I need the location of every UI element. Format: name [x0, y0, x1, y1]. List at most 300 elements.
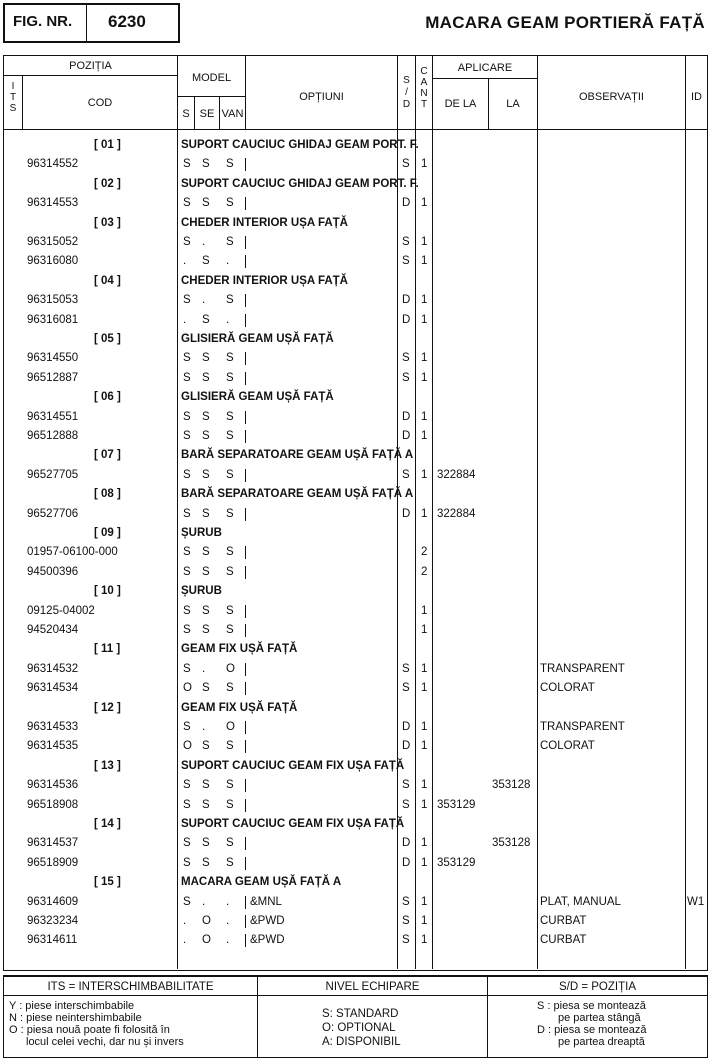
cell-opt: &MNL [250, 895, 282, 908]
fig-number: 6230 [108, 12, 146, 31]
cell-cod: 96518908 [27, 798, 79, 811]
position-row [0, 699, 711, 718]
cell-cant: 1 [421, 255, 428, 268]
cell-dela: 353129 [437, 798, 476, 811]
model-divider [245, 469, 246, 482]
cell-cant: 1 [421, 682, 428, 695]
table-row [0, 543, 711, 562]
cell-s: S [183, 779, 191, 792]
part-name: GEAM FIX UȘĂ FAȚĂ [181, 643, 298, 656]
cell-se: S [202, 410, 210, 423]
model-divider [245, 430, 246, 443]
cell-se: S [202, 837, 210, 850]
cell-van: S [226, 604, 234, 617]
cell-cod: 96314536 [27, 779, 79, 792]
position-row [0, 582, 711, 601]
model-divider [245, 934, 246, 947]
position-number: [ 12 ] [94, 701, 121, 714]
cell-s: S [183, 352, 191, 365]
cell-cant: 1 [421, 410, 428, 423]
cell-sd: S [402, 158, 410, 171]
cell-cant: 1 [421, 352, 428, 365]
cell-van: S [226, 371, 234, 384]
position-number: [ 05 ] [94, 333, 121, 345]
header-cant: C A N T [420, 66, 428, 110]
cell-s: S [183, 546, 191, 559]
cell-obs: PLAT, MANUAL [540, 895, 621, 908]
position-row [0, 640, 711, 659]
cell-s: O [183, 740, 192, 753]
cell-van: . [226, 313, 230, 326]
position-row [0, 815, 711, 834]
cell-opt: &PWD [250, 915, 285, 927]
header-model-se: SE [199, 108, 215, 120]
model-divider [245, 236, 246, 249]
cell-s: S [183, 565, 191, 578]
cell-sd: S [402, 682, 410, 695]
part-name: BARĂ SEPARATOARE GEAM UȘĂ FAȚĂ A [181, 449, 414, 462]
cell-s: S [183, 371, 191, 384]
cell-cod: 96315053 [27, 294, 79, 307]
cell-cod: 01957-06100-000 [27, 546, 118, 559]
cell-cod: 09125-04002 [27, 604, 95, 617]
table-row [0, 854, 711, 873]
cell-cod: 96314534 [27, 682, 79, 695]
position-row [0, 388, 711, 407]
cell-van: S [226, 236, 234, 248]
cell-obs: COLORAT [540, 682, 595, 695]
cell-cod: 94520434 [27, 624, 79, 636]
cell-se: S [202, 604, 210, 617]
table-row [0, 679, 711, 698]
cell-sd: D [402, 430, 411, 442]
part-name: MACARA GEAM UȘĂ FAȚĂ A [181, 876, 342, 889]
cell-van: S [226, 624, 234, 636]
cell-sd: D [402, 313, 411, 326]
table-row [0, 252, 711, 271]
table-row [0, 291, 711, 310]
header-observatii: OBSERVAȚII [578, 91, 644, 103]
cell-se: S [202, 740, 210, 753]
cell-se: S [202, 313, 210, 326]
cell-van: . [226, 934, 230, 947]
part-name: GEAM FIX UȘĂ FAȚĂ [181, 701, 298, 714]
position-row [0, 214, 711, 233]
cell-van: S [226, 294, 234, 307]
legend-its-n: N : piese neintershimbabile [9, 1012, 142, 1024]
cell-se: S [202, 430, 210, 442]
model-divider [245, 508, 246, 521]
cell-sd: D [402, 294, 411, 307]
cell-cant: 1 [421, 371, 428, 384]
position-number: [ 09 ] [94, 527, 121, 539]
cell-obs: COLORAT [540, 740, 595, 753]
table-row [0, 718, 711, 737]
model-divider [245, 158, 246, 171]
cell-cant: 1 [421, 662, 428, 675]
cell-s: O [183, 682, 192, 695]
table-row [0, 408, 711, 427]
cell-cant: 1 [421, 604, 428, 617]
cell-van: S [226, 430, 234, 442]
cell-van: S [226, 158, 234, 171]
cell-van: S [226, 197, 234, 210]
table-row [0, 505, 711, 524]
position-row [0, 330, 711, 349]
cell-se: S [202, 352, 210, 365]
cell-se: S [202, 197, 210, 210]
cell-sd: S [402, 934, 410, 947]
part-name: SUPORT CAUCIUC GEAM FIX UȘA FAȚĂ [181, 818, 405, 830]
model-divider [245, 915, 246, 928]
header-aplicare: APLICARE [457, 62, 513, 74]
part-name: BARĂ SEPARATOARE GEAM UȘĂ FAȚĂ A [181, 488, 414, 501]
header-id: ID [691, 91, 702, 103]
cell-cant: 1 [421, 236, 428, 248]
cell-sd: D [402, 197, 411, 210]
position-number: [ 14 ] [94, 818, 121, 830]
cell-s: . [183, 915, 187, 927]
cell-s: S [183, 236, 191, 248]
position-row [0, 446, 711, 465]
cell-cant: 1 [421, 430, 428, 442]
cell-cod: 96314537 [27, 837, 79, 850]
cell-sd: D [402, 721, 411, 733]
cell-cant: 1 [421, 915, 428, 927]
page-title: MACARA GEAM PORTIERĂ FAȚĂ [425, 13, 705, 32]
cell-se: . [202, 721, 206, 733]
part-name: GLISIERĂ GEAM UȘĂ FAȚĂ [181, 391, 334, 404]
model-divider [245, 314, 246, 327]
cell-dela: 322884 [437, 507, 476, 520]
cell-cod: 96314609 [27, 895, 79, 908]
cell-s: S [183, 837, 191, 850]
cell-s: S [183, 662, 191, 675]
table-row [0, 602, 711, 621]
cell-cant: 1 [421, 197, 428, 210]
part-name: ȘURUB [181, 527, 222, 539]
cell-cant: 1 [421, 740, 428, 753]
header-pozitia: POZIȚIA [69, 60, 112, 72]
model-divider [245, 352, 246, 365]
cell-van: O [226, 721, 235, 733]
position-number: [ 08 ] [94, 488, 121, 501]
header-sd: S / D [402, 75, 411, 110]
legend-nivel-s: S: STANDARD [322, 1008, 399, 1020]
cell-obs: TRANSPARENT [540, 721, 625, 733]
cell-cod: 96512887 [27, 371, 79, 384]
position-number: [ 10 ] [94, 585, 121, 598]
position-row [0, 757, 711, 776]
table-row [0, 776, 711, 795]
cell-se: S [202, 507, 210, 520]
cell-se: S [202, 779, 210, 792]
cell-cod: 96314552 [27, 158, 79, 171]
part-name: GLISIERĂ GEAM UȘĂ FAȚĂ [181, 333, 334, 345]
part-name: SUPORT CAUCIUC GHIDAJ GEAM PORT. F. [181, 177, 419, 190]
fig-label: FIG. NR. [13, 13, 73, 30]
legend-sd-s1: S : piesa se montează [537, 1000, 646, 1012]
cell-van: . [226, 895, 230, 908]
cell-s: S [183, 856, 191, 869]
table-row [0, 427, 711, 446]
cell-cant: 1 [421, 158, 428, 171]
cell-se: S [202, 546, 210, 559]
cell-se: S [202, 255, 210, 268]
legend-its-y: Y : piese interschimbabile [9, 1000, 135, 1012]
cell-s: S [183, 507, 191, 520]
position-number: [ 01 ] [94, 139, 121, 151]
part-name: SUPORT CAUCIUC GHIDAJ GEAM PORT. F. [181, 139, 419, 151]
table-row [0, 233, 711, 252]
position-row [0, 873, 711, 892]
cell-sd: D [402, 837, 411, 850]
position-number: [ 04 ] [94, 274, 121, 287]
table-row [0, 563, 711, 582]
cell-van: S [226, 779, 234, 792]
cell-dela: 353129 [437, 856, 476, 869]
model-divider [245, 546, 246, 559]
cell-cant: 1 [421, 507, 428, 520]
cell-se: . [202, 294, 206, 307]
cell-van: S [226, 740, 234, 753]
table-row [0, 834, 711, 853]
cell-se: . [202, 895, 206, 908]
model-divider [245, 779, 246, 792]
cell-cod: 96314550 [27, 352, 79, 365]
cell-cod: 94500396 [27, 565, 79, 578]
cell-la: 353128 [492, 837, 531, 850]
cell-sd: S [402, 779, 410, 792]
model-divider [245, 294, 246, 307]
cell-sd: D [402, 507, 411, 520]
cell-sd: S [402, 236, 410, 248]
cell-sd: S [402, 255, 410, 268]
table-row [0, 194, 711, 213]
model-divider [245, 255, 246, 268]
cell-s: S [183, 624, 191, 636]
legend-sd-d2: pe partea dreaptă [558, 1036, 645, 1048]
cell-se: O [202, 915, 211, 927]
model-divider [245, 566, 246, 579]
legend-nivel-o: O: OPTIONAL [322, 1022, 396, 1034]
legend-sd-s2: pe partea stângă [558, 1012, 641, 1024]
cell-van: S [226, 352, 234, 365]
cell-sd: D [402, 740, 411, 753]
position-number: [ 15 ] [94, 876, 121, 889]
cell-se: . [202, 236, 206, 248]
cell-obs: CURBAT [540, 934, 587, 947]
cell-la: 353128 [492, 779, 531, 792]
model-divider [245, 605, 246, 618]
cell-sd: S [402, 352, 410, 365]
table-row [0, 931, 711, 950]
cell-se: S [202, 856, 210, 869]
cell-cant: 2 [421, 565, 428, 578]
legend-its-o2: locul celei vechi, dar nu și invers [26, 1036, 184, 1048]
cell-sd: S [402, 798, 410, 811]
cell-cant: 1 [421, 934, 428, 947]
cell-cant: 1 [421, 895, 428, 908]
table-row [0, 311, 711, 330]
cell-van: S [226, 546, 234, 559]
position-number: [ 03 ] [94, 216, 121, 229]
cell-van: . [226, 915, 230, 927]
cell-se: . [202, 662, 206, 675]
model-divider [245, 799, 246, 812]
position-number: [ 06 ] [94, 391, 121, 404]
cell-van: S [226, 856, 234, 869]
cell-van: O [226, 662, 235, 675]
cell-s: S [183, 895, 191, 908]
cell-se: S [202, 798, 210, 811]
cell-cod: 96314553 [27, 197, 79, 210]
cell-s: S [183, 294, 191, 307]
cell-cod: 96323234 [27, 915, 79, 927]
cell-van: S [226, 468, 234, 481]
legend-sd-d1: D : piesa se montează [537, 1024, 647, 1036]
header-cod: COD [87, 97, 113, 109]
cell-van: . [226, 255, 230, 268]
position-row [0, 524, 711, 543]
cell-s: S [183, 197, 191, 210]
cell-s: S [183, 604, 191, 617]
cell-van: S [226, 798, 234, 811]
cell-van: S [226, 682, 234, 695]
cell-s: S [183, 721, 191, 733]
cell-obs: CURBAT [540, 915, 587, 927]
legend-sd-title: S/D = POZIȚIA [558, 981, 636, 993]
legend-nivel-a: A: DISPONIBIL [322, 1036, 401, 1048]
model-divider [245, 411, 246, 424]
cell-sd: S [402, 468, 410, 481]
model-divider [245, 837, 246, 850]
cell-se: S [202, 682, 210, 695]
cell-s: . [183, 934, 187, 947]
model-divider [245, 857, 246, 870]
table-row [0, 369, 711, 388]
cell-s: . [183, 313, 187, 326]
cell-opt: &PWD [250, 934, 285, 947]
header-de-la: DE LA [444, 98, 477, 110]
header-its: I T S [9, 81, 17, 114]
cell-van: S [226, 565, 234, 578]
cell-s: . [183, 255, 187, 268]
cell-cod: 96314611 [27, 934, 78, 947]
position-row [0, 175, 711, 194]
cell-van: S [226, 837, 234, 850]
cell-cant: 1 [421, 837, 428, 850]
header-la: LA [506, 98, 520, 110]
header-model-van: VAN [221, 108, 244, 120]
cell-cant: 1 [421, 721, 428, 733]
cell-cant: 1 [421, 313, 428, 326]
cell-cod: 96512888 [27, 430, 79, 442]
cell-cod: 96314532 [27, 662, 79, 675]
cell-sd: S [402, 895, 410, 908]
cell-se: S [202, 468, 210, 481]
table-row [0, 893, 711, 912]
position-number: [ 02 ] [94, 177, 121, 190]
table-row [0, 660, 711, 679]
cell-cant: 1 [421, 294, 428, 307]
cell-sd: D [402, 410, 411, 423]
cell-cod: 96314535 [27, 740, 79, 753]
cell-cant: 1 [421, 798, 428, 811]
cell-dela: 322884 [437, 468, 476, 481]
position-row [0, 485, 711, 504]
model-divider [245, 624, 246, 637]
cell-cant: 1 [421, 779, 428, 792]
cell-cod: 96518909 [27, 856, 79, 869]
position-number: [ 07 ] [94, 449, 121, 462]
cell-s: S [183, 468, 191, 481]
model-divider [245, 896, 246, 909]
model-divider [245, 197, 246, 210]
legend-its-title: ITS = INTERSCHIMBABILITATE [47, 981, 214, 993]
cell-sd: S [402, 371, 410, 384]
table-row [0, 912, 711, 931]
cell-cod: 96316080 [27, 255, 79, 268]
header-optiuni: OPȚIUNI [299, 91, 344, 103]
cell-id: W1 [687, 895, 705, 908]
header-model: MODEL [191, 72, 232, 84]
table-row [0, 349, 711, 368]
cell-van: S [226, 410, 234, 423]
position-number: [ 13 ] [94, 759, 121, 772]
model-divider [245, 372, 246, 385]
model-divider [245, 740, 246, 753]
cell-cod: 96527705 [27, 468, 79, 481]
table-row [0, 466, 711, 485]
cell-s: S [183, 410, 191, 423]
cell-obs: TRANSPARENT [540, 662, 625, 675]
cell-se: S [202, 158, 210, 171]
cell-se: S [202, 565, 210, 578]
position-row [0, 272, 711, 291]
table-row [0, 155, 711, 174]
cell-cod: 96315052 [27, 236, 79, 248]
cell-s: S [183, 798, 191, 811]
part-name: ȘURUB [181, 585, 222, 598]
cell-cant: 2 [421, 546, 428, 559]
cell-cant: 1 [421, 468, 428, 481]
model-divider [245, 663, 246, 676]
part-name: SUPORT CAUCIUC GEAM FIX UȘA FAȚĂ [181, 759, 405, 772]
table-row [0, 621, 711, 640]
cell-se: S [202, 371, 210, 384]
cell-cod: 96314551 [27, 410, 79, 423]
part-name: CHEDER INTERIOR UȘA FAȚĂ [181, 274, 348, 287]
cell-cod: 96527706 [27, 507, 79, 520]
part-name: CHEDER INTERIOR UȘA FAȚĂ [181, 216, 348, 229]
cell-se: O [202, 934, 211, 947]
cell-s: S [183, 430, 191, 442]
cell-cant: 1 [421, 856, 428, 869]
cell-cod: 96314533 [27, 721, 79, 733]
position-row [0, 136, 711, 155]
cell-sd: D [402, 856, 411, 869]
legend-nivel-title: NIVEL ECHIPARE [325, 981, 420, 993]
cell-van: S [226, 507, 234, 520]
position-number: [ 11 ] [94, 643, 121, 656]
cell-sd: S [402, 662, 410, 675]
cell-sd: S [402, 915, 410, 927]
model-divider [245, 682, 246, 695]
cell-se: S [202, 624, 210, 636]
header-model-s: S [182, 108, 190, 120]
table-row [0, 796, 711, 815]
